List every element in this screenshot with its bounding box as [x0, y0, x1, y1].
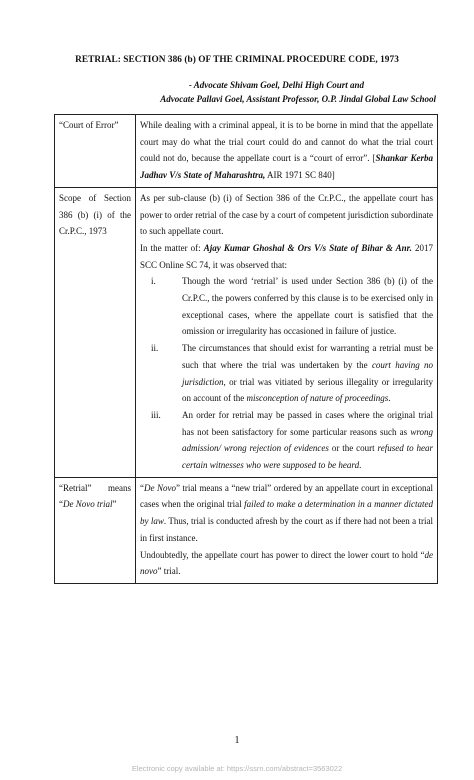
row-label-retrial: “Retrial” means “De Novo trial” [55, 477, 136, 583]
footer-watermark: Electronic copy available at: https://ssrn.com/abstract=3563022 [131, 764, 343, 773]
table-row [55, 477, 438, 583]
matter-paragraph: In the matter of: Ajay Kumar Ghoshal & Ors V/s State of Bihar & Anr. 2017 SCC Online SC 74, it was observed that: [140, 242, 434, 270]
author-line-1: - Advocate Shivam Goel, Delhi High Court and [188, 80, 364, 90]
table-row [55, 115, 438, 188]
author-line-2: Advocate Pallavi Goel, Assistant Professor, O.P. Jindal Global Law School [160, 94, 436, 104]
row-label-court-of-error: “Court of Error” [55, 115, 136, 188]
row-label-scope: Scope of Section 386 (b) (i) of the Cr.P.C., 1973 [55, 187, 136, 477]
page-number: 1 [234, 735, 240, 746]
row-content-retrial [136, 477, 438, 583]
document-title: RETRIAL: SECTION 386 (b) OF THE CRIMINAL PROCEDURE CODE, 1973 [75, 55, 399, 65]
de-novo-paragraph: “De Novo” trial means a “new trial” ordered by an appellate court in exceptional cases when the original trial failed to make a determination in a manner dictated by law. Thus, trial is conducted afresh by the court as if there had not been a trial in first instance. [140, 482, 434, 543]
scope-intro-paragraph: As per sub-clause (b) (i) of Section 386 of the Cr.P.C., the appellate court has power to order retrial of the case by a court of competent jurisdiction subordinate to such appellate court. [140, 192, 433, 237]
list-item: iii. An order for retrial may be passed in cases where the original trial has not been satisfactory for some particular reasons such as wrong admission/ wrong rejection of evidences or the court refused to hear certain witnesses who were supposed to be heard. [151, 409, 433, 471]
list-item: i. Though the word ‘retrial’ is used under Section 386 (b) (i) of the Cr.P.C., the powers conferred by this clause is to be exercised only in exceptional cases, where the appellate court is satisfied that the omission or irregularity has occasioned in failure of justice. [151, 276, 433, 337]
row-content-scope [136, 187, 438, 477]
observations-list [140, 273, 433, 473]
case-citation: Shankar Kerba Jadhav V/s State of Maharashtra, [140, 153, 433, 181]
list-item: ii. The circumstances that should exist for warranting a retrial must be such that where the trial was undertaken by the court having no jurisdiction, or trial was vitiated by serious illegality or irregularity on account of the misconception of nature of proceedings. [151, 343, 433, 404]
case-citation: Ajay Kumar Ghoshal & Ors V/s State of Bihar & Anr. [203, 242, 412, 253]
power-paragraph: Undoubtedly, the appellate court has power to direct the lower court to hold “de novo” trial. [140, 549, 433, 577]
court-of-error-paragraph: While dealing with a criminal appeal, it is to be borne in mind that the appellate court may do what the trial court could do and cannot do what the trial court could not do, because the appellate court is a “court of error”. [Shankar Kerba Jadhav V/s State of Maharashtra, AIR 1971 SC 840] [140, 120, 433, 181]
row-content-court-of-error [136, 115, 438, 188]
content-table [54, 114, 438, 584]
table-row [55, 187, 438, 477]
